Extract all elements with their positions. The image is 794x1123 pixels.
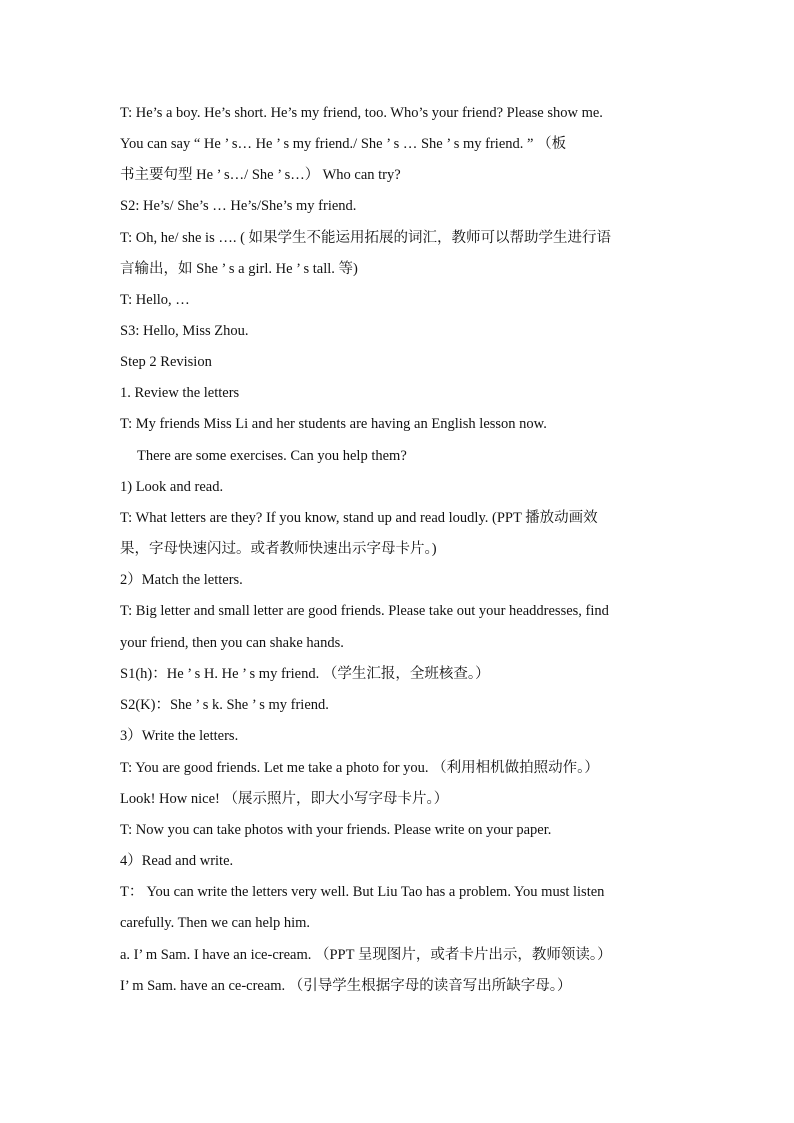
text-line: a. I’ m Sam. I have an ice-cream. （PPT 呈现图片，或者卡片出示，教师领读。）: [120, 947, 612, 963]
text-line: 1) Look and read.: [120, 479, 224, 495]
text-line: 果，字母快速闪过。或者教师快速出示字母卡片。): [120, 541, 437, 557]
text-line: S1(h)：He ’ s H. He ’ s my friend. （学生汇报，全班核查。）: [120, 666, 490, 682]
text-line: T: Big letter and small letter are good friends. Please take out your headdresses, find: [120, 603, 609, 619]
text-line: I’ m Sam. have an ce-cream. （引导学生根据字母的读音写出所缺字母。）: [120, 978, 572, 994]
text-line: 1. Review the letters: [120, 385, 240, 401]
text-line: 3）Write the letters.: [120, 728, 239, 744]
text-line: T: Hello, …: [120, 292, 190, 308]
text-line: T: My friends Miss Li and her students are having an English lesson now.: [120, 416, 547, 432]
text-line: You can say “ He ’ s… He ’ s my friend./ She ’ s … She ’ s my friend. ” （板: [120, 136, 567, 152]
text-line: 书主要句型 He ’ s…/ She ’ s…） Who can try?: [120, 167, 401, 183]
text-line: T： You can write the letters very well. But Liu Tao has a problem. You must listen: [120, 884, 605, 900]
text-line: T: What letters are they? If you know, stand up and read loudly. (PPT 播放动画效: [120, 510, 598, 526]
section-heading: Step 2 Revision: [120, 354, 212, 370]
text-line: S3: Hello, Miss Zhou.: [120, 323, 249, 339]
text-line: T: You are good friends. Let me take a photo for you. （利用相机做拍照动作。）: [120, 760, 599, 776]
text-line: your friend, then you can shake hands.: [120, 635, 344, 651]
text-line: 言输出，如 She ’ s a girl. He ’ s tall. 等): [120, 261, 358, 277]
text-line: S2: He’s/ She’s … He’s/She’s my friend.: [120, 198, 357, 214]
text-line: carefully. Then we can help him.: [120, 915, 311, 931]
text-line: 4）Read and write.: [120, 853, 234, 869]
text-line: S2(K)：She ’ s k. She ’ s my friend.: [120, 697, 329, 713]
text-line: 2）Match the letters.: [120, 572, 243, 588]
text-line: T: He’s a boy. He’s short. He’s my friend, too. Who’s your friend? Please show me.: [120, 105, 603, 121]
text-line: There are some exercises. Can you help them?: [137, 448, 407, 464]
text-line: T: Oh, he/ she is …. ( 如果学生不能运用拓展的词汇，教师可以帮助学生进行语: [120, 230, 612, 246]
text-line: T: Now you can take photos with your friends. Please write on your paper.: [120, 822, 552, 838]
text-line: Look! How nice! （展示照片，即大小写字母卡片。）: [120, 791, 449, 807]
